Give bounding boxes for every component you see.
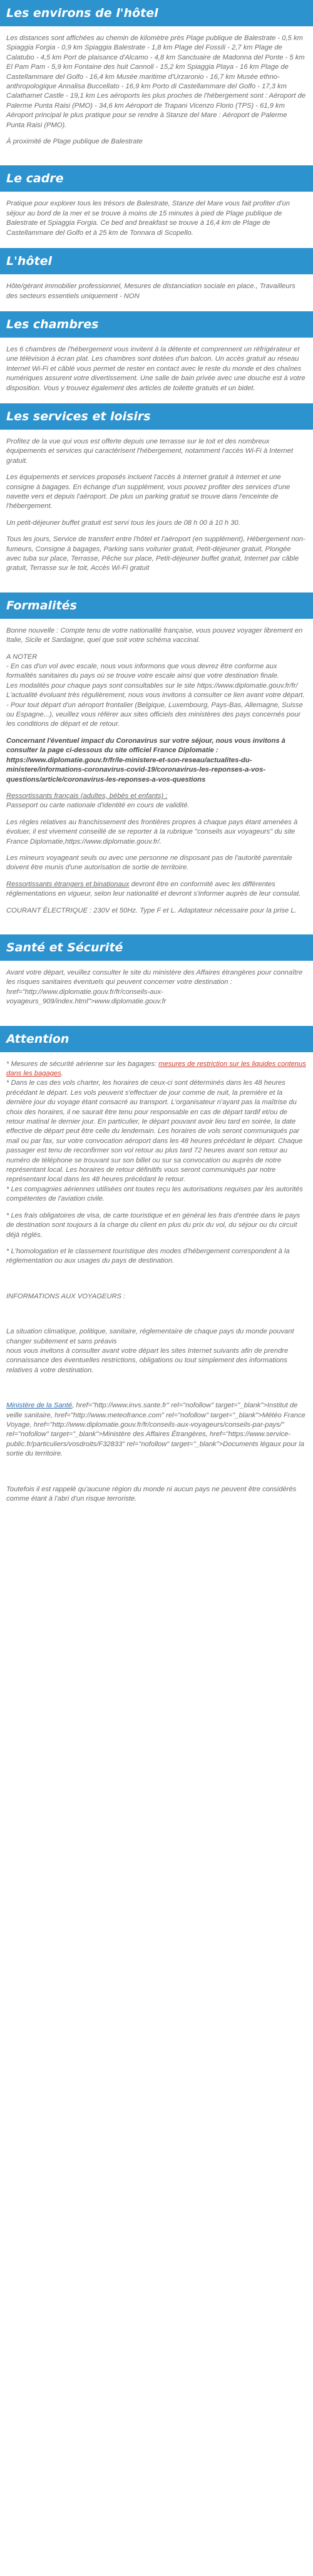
paragraph: La situation climatique, politique, sanitaire, réglementaire de chaque pays du monde pouvant changer subitement et sans préavis nous vous invitons à consulter avant votre départ les sites Internet suivants afin de prendre connaissance des éventuelles restrictions, obligations ou tout simplement des informations relatives à votre destination. (6, 1328, 294, 1374)
paragraph-text: * Mesures de sécurité aérienne sur les bagages: (6, 1060, 159, 1068)
health-ministry-link[interactable]: Ministère de la Santé (6, 1402, 73, 1410)
section-title: Santé et Sécurité (0, 934, 313, 961)
section-title: Les chambres (0, 311, 313, 338)
paragraph-text: . * Dans le cas des vols charter, les horaires de ceux-ci sont déterminés dans les 48 heures précédant le départ. Les vols peuvent s'effectuer de jour comme de nuit, la première et la dernière jour du voyage étant consacré au transport. L'organisateur n'ayant pas la maîtrise du choix des horaires, il ne saurait être tenu pour responsable en cas de départ tardif et/ou de retour matinal le dernier jour. En particulier, le départ pouvant avoir lieu tard en soirée, la date effective de départ peut être celle du lendemain. Les horaires de vols seront communiqués par mail ou par fax, sur votre convocation aéroport dans les 48 heures précédant le départ. Chaque passager est tenu de reconfirmer son vol retour au plus tard 72 heures avant son retour au numéro de téléphone se trouvant sur son billet ou sur sa convocation ou auprès de notre représentant local. Les horaires de retour définitifs vous seront communiqués par notre représentant local dans les 48 heures précédant le retour. * Les compagnies aériennes utilisées ont toutes reçu les autorisations requises par les autorités compétentes de l'aviation civile. (6, 1070, 303, 1203)
liquids-restriction-link[interactable]: mesures de restriction sur les liquides contenus dans les bagages (6, 1060, 306, 1077)
paragraph: Toutefois il est rappelé qu'aucune région du monde ni aucun pays ne peuvent être considérés comme étant à l'abri d'un risque terroriste. (6, 1485, 297, 1503)
paragraph: INFORMATIONS AUX VOYAGEURS : (6, 1292, 126, 1300)
section-environs (0, 0, 313, 147)
section-chambres (0, 311, 313, 393)
section-title: Attention (0, 1026, 313, 1052)
paragraph: * Les frais obligatoires de visa, de carte touristique et en général les frais d'entrée dans le pays de destination sont toujours à la charge du client en plus du prix du vol, du séjour ou du circuit déjà réglés. (6, 1211, 300, 1239)
paragraph (6, 1060, 307, 1204)
paragraph-bold: Concernant l'éventuel impact du Coronavirus sur votre séjour, nous vous invitons à consulter la page ci-dessous du site officiel France Diplomatie : https://www.diplomatie.gouv.fr/fr/le-ministere-et-son-reseau/actualites-du-ministere/informations-coronavirus-covid-19/coronavirus-les-reponses-a-vos-questions/article/coronavirus-les-reponses-a-vos-questions (6, 737, 285, 784)
section-title: L'hôtel (0, 248, 313, 274)
section-formalites (0, 592, 313, 916)
paragraph: * L'homologation et le classement touristique des modes d'hébergement correspondent à la réglementation ou aux usages du pays de destination. (6, 1247, 290, 1265)
paragraph: Les règles relatives au franchissement des frontières propres à chaque pays étant amenées à évoluer, il est vivement conseillé de se reporter à la rubrique "conseils aux voyageurs" du site France Diplomatie,https://www.diplomatie.gouv.fr/. (6, 818, 298, 846)
underlined-heading: Ressortissants français (adultes, bébés et enfants) : (6, 792, 168, 800)
paragraph (6, 792, 307, 811)
section-title: Les environs de l'hôtel (0, 0, 313, 26)
section-hotel (0, 248, 313, 301)
paragraph: Tous les jours, Service de transfert entre l'hôtel et l'aéroport (en supplément), Hébergement non-fumeurs, Consigne à bagages, Parking sans voiturier gratuit, Petit-déjeuner gratuit, Plongée avec tuba sur place, Terrasse, Pêche sur place, Petit-déjeuner buffet gratuit, Internet par câble gratuit, Terrasse sur le toit, Accès Wi-Fi gratuit (6, 535, 305, 572)
paragraph: Profitez de la vue qui vous est offerte depuis une terrasse sur le toit et des nombreux équipements et services qui caractérisent l'hébergement, notamment l'accès Wi-Fi à Internet gratuit. (6, 437, 294, 465)
paragraph-text: Passeport ou carte nationale d'identité en cours de validité. (6, 802, 190, 810)
paragraph-text: devront être en conformité avec les différentes réglementations en vigueur, selon leur nationalité et devront s'informer auprès de leur consulat. (6, 880, 301, 898)
paragraph (6, 1401, 307, 1459)
paragraph: COURANT ÉLECTRIQUE : 230V et 50Hz. Type F et L. Adaptateur nécessaire pour la prise L. (6, 906, 297, 914)
paragraph: Un petit-déjeuner buffet gratuit est servi tous les jours de 08 h 00 à 10 h 30. (6, 519, 240, 527)
paragraph: Pratique pour explorer tous les trésors de Balestrate, Stanze del Mare vous fait profiter d'un séjour au bord de la mer et se trouve à moins de 15 minutes à pied de Plage publique de Balestrate et Spiaggia Forgia. Ce bed and breakfast se trouve à 16,4 km de Plage de Castellammare del Golfo et à 25 km de Tonnara di Scopello. (6, 200, 290, 237)
paragraph: Les équipements et services proposés incluent l'accès à Internet gratuit à Internet et une consigne à bagages. En échange d'un supplément, vous pouvez profiter des services d'une navette vers et depuis l'aéroport. De plus un parking gratuit se trouve dans l'enceinte de l'hébergement. (6, 473, 290, 510)
section-sante (0, 934, 313, 1007)
underlined-heading: Ressortissants étrangers et binationaux (6, 880, 130, 888)
paragraph (6, 880, 307, 899)
section-title: Formalités (0, 592, 313, 619)
paragraph: Les 6 chambres de l'hébergement vous invitent à la détente et comprennent un réfrigérateur et une télévision à écran plat. Les chambres sont dotées d'un balcon. Un accès gratuit au réseau Internet Wi-Fi et câblé vous permet de rester en contact avec le reste du monde et des chaînes numériques assurent votre divertissement. Une salle de bain privée avec une douche est à votre disposition. Vous y trouvez également des articles de toilette gratuits et un bidet. (6, 345, 305, 392)
paragraph: A NOTER - En cas d'un vol avec escale, nous vous informons que vous devrez être conforme aux formalités sanitaires du pays où se trouve votre escale ainsi que votre destination finale. Les modalités pour chaque pays sont consultables sur le site https://www.diplomatie.gouv.fr/fr/ L'actualité évoluant très régulièrement, nous vous invitons à consulter ce lien avant votre départ. - Pour tout départ d'un aéroport frontalier (Belgique, Luxembourg, Pays-Bas, Allemagne, Suisse ou Espagne...), veuillez vous référer aux sites officiels des ministères des pays concernés pour les conditions de départ et de retour. (6, 653, 305, 728)
paragraph: Bonne nouvelle : Compte tenu de votre nationalité française, vous pouvez voyager librement en Italie, Sicile et Sardaigne, quel que soit votre schéma vaccinal. (6, 626, 303, 644)
section-services (0, 403, 313, 574)
paragraph: À proximité de Plage publique de Balestrate (6, 138, 143, 146)
section-attention (0, 1026, 313, 1504)
paragraph: Les distances sont affichées au chemin de kilomètre près Plage publique de Balestrate - 0,5 km Spiaggia Forgia - 0,9 km Spiaggia Balestrate - 1,8 km Plage del Fossili - 2,7 km Plage de Calatubo - 4,5 km Port de plaisance d'Alcamo - 4,8 km Sanctuaire de Madonna del Ponte - 5 km El Pam Pam - 5,9 km Fontaine des huit Cannoli - 15,2 km Spiaggia Playa - 16 km Plage de Castellammare del Golfo - 16,4 km Musée maritime d'Urzaronio - 16,7 km Musée ethno-anthropologique Annalisa Buccellato - 16,9 km Porto di Castellammare del Golfo - 17,3 km Calathamet Castle - 19,1 km Les aéroports les plus proches de l'hébergement sont : Aéroport de Palerme Punta Raisi (PMO) - 34,6 km Aéroport de Trapani Vicenzo Florio (TPS) - 61,9 km Aéroport principal le plus pratique pour se rendre à Stanze del Mare : Aéroport de Palerme Punta Raisi (PMO). (6, 34, 306, 129)
paragraph-text: , href="http://www.invs.sante.fr" rel="nofollow" target="_blank">Institut de veille sanitaire, href="http://www.meteofrance.com" rel="nofollow" target="_blank">Météo France Voyage, href="http://www.diplomatie.gouv.fr/fr/conseils-aux-voyageurs/conseils-par-pays/" rel="nofollow" target="_blank">Ministère des Affaires Étrangères, href="https://www.service-public.fr/particuliers/vosdroits/F32833" rel="nofollow" target="_blank">Documents légaux pour la sortie du territoire. (6, 1402, 305, 1458)
paragraph: Avant votre départ, veuillez consulter le site du ministère des Affaires étrangères pour connaître les risques sanitaires éventuels qui peuvent concerner votre destination : href="http://www.diplomatie.gouv.fr/fr/conseils-aux-voyageurs_909/index.html">www.diplomatie.gouv.fr (6, 968, 303, 1006)
paragraph: Hôte/gérant immobilier professionnel, Mesures de distanciation sociale en place., Travailleurs des secteurs essentiels uniquement - NON (6, 282, 295, 300)
section-title: Le cadre (0, 165, 313, 192)
section-title: Les services et loisirs (0, 403, 313, 430)
section-cadre (0, 165, 313, 238)
paragraph: Les mineurs voyageant seuls ou avec une personne ne disposant pas de l'autorité parentale doivent être munis d'une autorisation de sortie de territoire. (6, 854, 292, 872)
